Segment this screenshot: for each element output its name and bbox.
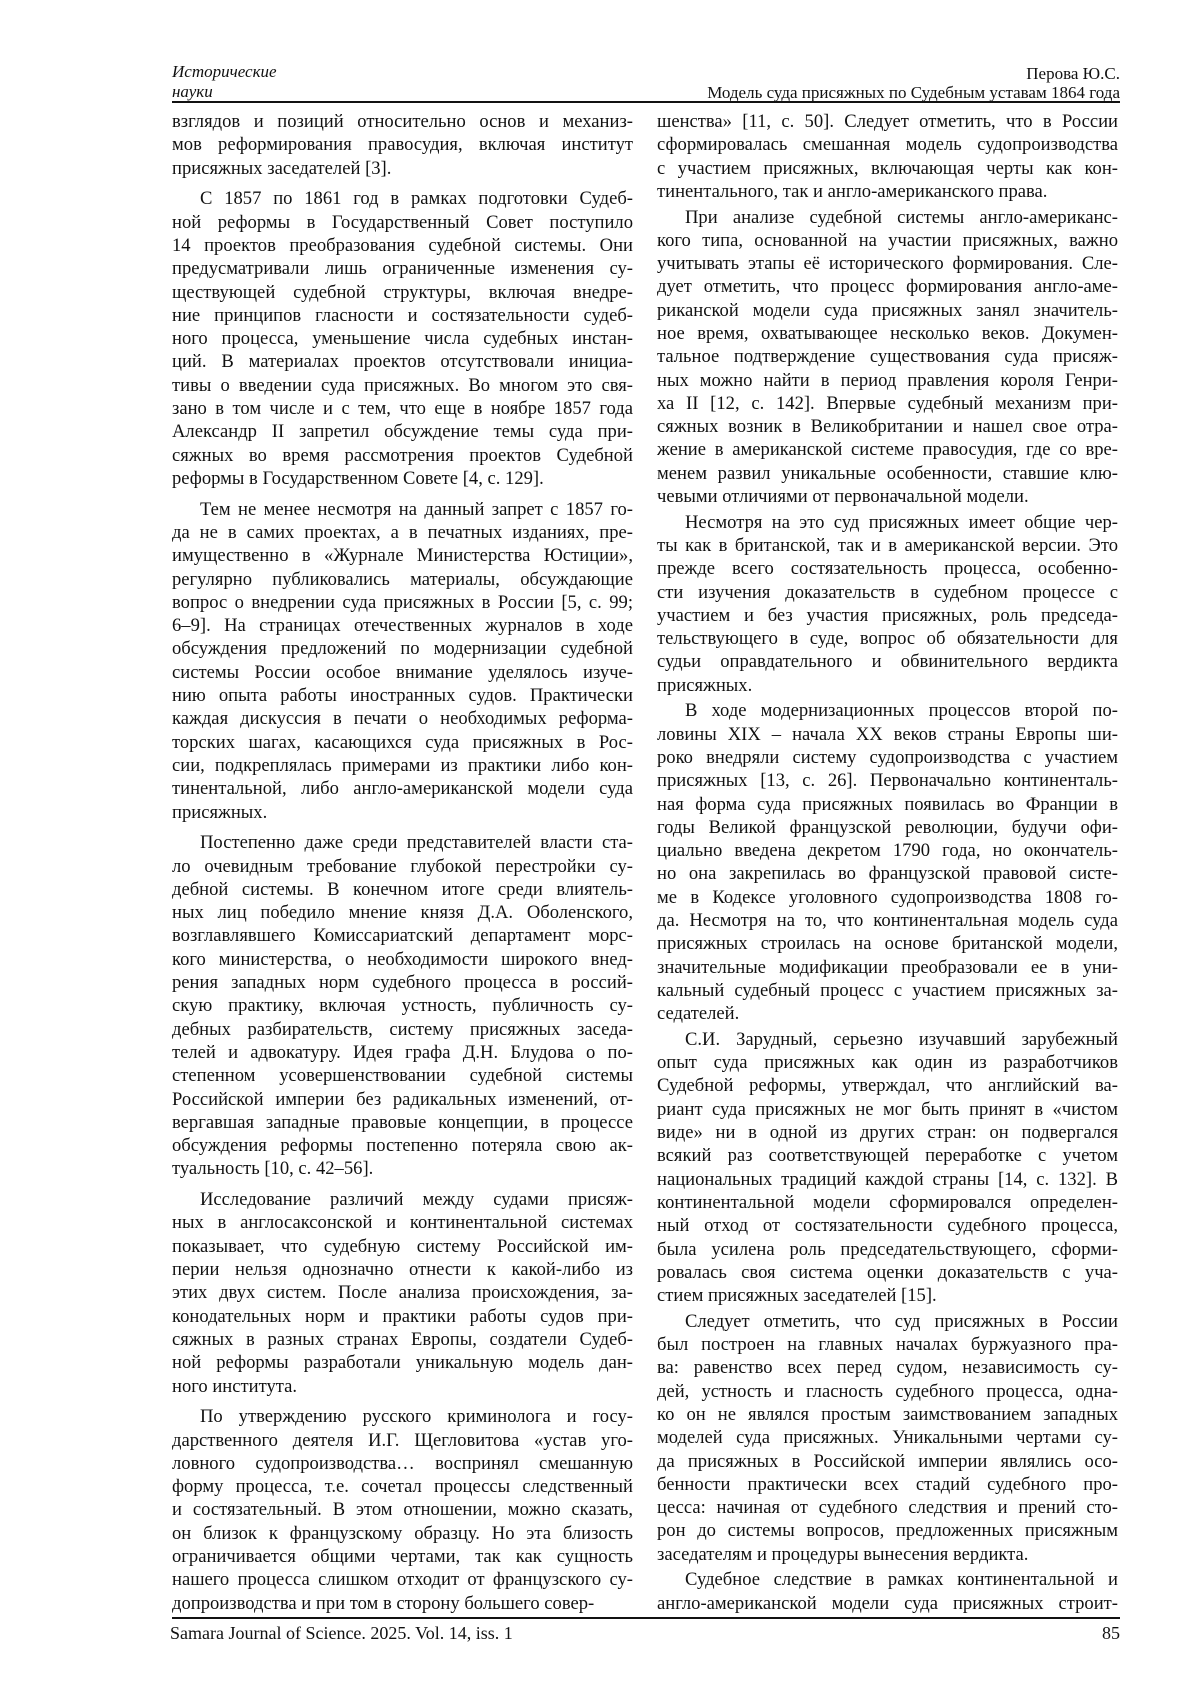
text-line: Несмотря на это суд присяжных имеет общие чер- [657,511,1118,534]
text-line: имущественно в «Журнале Министерства Юстиции», [172,544,633,567]
text-line: предусматривали лишь ограниченные изменения су- [172,257,633,280]
text-line: форму процесса, т.е. сочетал процессы следственный [172,1475,633,1498]
text-line: сяжных в разных странах Европы, создатели Судеб- [172,1328,633,1351]
text-column-left [172,110,633,1615]
text-line: национальных традиций каждой страны [14, с. 132]. В [657,1168,1118,1191]
text-line: ние принципов гласности и состязательности судеб- [172,304,633,327]
text-line: допроизводства и при том в сторону большего совер- [172,1592,633,1615]
journal-citation: Samara Journal of Science. 2025. Vol. 14, iss. 1 [170,1622,513,1644]
text-line: тинентальной, либо англо-американской модели суда [172,777,633,800]
paragraph [172,187,633,490]
text-line: сформировалась смешанная модель судопроизводства [657,133,1118,156]
text-line: менем развил уникальные особенности, ставшие клю- [657,462,1118,485]
text-line: присяжных. [172,801,633,824]
text-line: обсуждения предложений по модернизации судебной [172,637,633,660]
paragraph [172,1188,633,1398]
text-line: реформы в Государственном Совете [4, с. 129]. [172,467,633,490]
text-line: ных можно найти в период правления короля Генри- [657,369,1118,392]
text-line: системы России особое внимание уделялось изуче- [172,661,633,684]
running-header-article [707,64,1120,102]
text-line: 14 проектов преобразования судебной системы. Они [172,234,633,257]
text-line: регулярно публиковались материалы, обсуждающие [172,568,633,591]
text-line: шенства» [11, с. 50]. Следует отметить, что в России [657,110,1118,133]
text-line: участием и без участия присяжных, роль председа- [657,604,1118,627]
text-line: годы Великой французской революции, будучи офи- [657,816,1118,839]
paragraph [657,1568,1118,1615]
text-line: была усилена роль председательствующего, сформи- [657,1238,1118,1261]
text-line: ва: равенство всех перед судом, независимость су- [657,1356,1118,1379]
text-line: Александр II запретил обсуждение темы суда при- [172,420,633,443]
text-line: опыт суда присяжных как один из разработчиков [657,1051,1118,1074]
text-line: вопрос о внедрении суда присяжных в России [5, с. 99; [172,591,633,614]
text-line: ного института. [172,1375,633,1398]
text-line: При анализе судебной системы англо-американс- [657,206,1118,229]
text-line: тельствующего в суде, вопрос об обязательности для [657,627,1118,650]
text-line: рения западных норм судебного процесса в россий- [172,971,633,994]
text-line: взглядов и позиций относительно основ и механиз- [172,110,633,133]
text-line: нию опыта работы иностранных судов. Практически [172,684,633,707]
text-line: кальный судебный процесс с участием присяжных за- [657,979,1118,1002]
text-line: виде» ни в одной из других стран: он подвергался [657,1121,1118,1144]
text-line: сти изучения доказательств в судебном процессе с [657,581,1118,604]
text-line: прежде всего состязательность процесса, особенно- [657,557,1118,580]
text-line: Постепенно даже среди представителей власти ста- [172,831,633,854]
text-line: каждая дискуссия в печати о необходимых реформа- [172,707,633,730]
page-number: 85 [1102,1622,1120,1644]
paragraph [172,498,633,824]
text-line: ограничивается общими чертами, так как сущность [172,1545,633,1568]
text-line: сии, подкреплялась примерами из практики либо кон- [172,754,633,777]
text-line: обсуждения реформы постепенно потеряла свою ак- [172,1134,633,1157]
paragraph [172,110,633,180]
text-line: ло очевидным требование глубокой перестройки су- [172,855,633,878]
text-line: ций. В материалах проектов отсутствовали инициа- [172,350,633,373]
text-line: цесса: начиная от судебного следствия и прений сто- [657,1496,1118,1519]
text-line: континентальной модели сформировался определен- [657,1191,1118,1214]
text-line: кого типа, основанной на участии присяжных, важно [657,229,1118,252]
text-line: С.И. Зарудный, серьезно изучавший зарубежный [657,1028,1118,1051]
text-line: но она закрепилась во французской правовой систе- [657,862,1118,885]
text-line: ное время, охватывающее несколько веков. Докумен- [657,322,1118,345]
text-line: присяжных. [657,674,1118,697]
text-line: и состязательный. В этом отношении, можно сказать, [172,1498,633,1521]
paragraph [172,831,633,1180]
text-line: этих двух систем. После анализа происхождения, за- [172,1281,633,1304]
text-line: присяжных строилась на основе британской модели, [657,932,1118,955]
text-line: перии нельзя однозначно отнести к какой-либо из [172,1258,633,1281]
text-line: заседателям и процедуры вынесения вердикта. [657,1543,1118,1566]
text-line: ного процесса, уменьшение числа судебных инстан- [172,327,633,350]
paragraph [657,1310,1118,1566]
text-line: Судебное следствие в рамках континентальной и [657,1568,1118,1591]
text-line: степенном усовершенствовании судебной системы [172,1064,633,1087]
paragraph [657,699,1118,1025]
running-header-section [172,62,277,102]
text-line: Судебной реформы, утверждал, что английский ва- [657,1074,1118,1097]
text-line: конодательных норм и практики работы судов при- [172,1305,633,1328]
text-line: Исследование различий между судами присяж- [172,1188,633,1211]
text-line: мов реформирования правосудия, включая институт [172,133,633,156]
text-line: ко он не являлся простым заимствованием западных [657,1403,1118,1426]
text-line: нашего процесса слишком отходит от французского су- [172,1568,633,1591]
text-line: ных лиц победило мнение князя Д.А. Оболенского, [172,901,633,924]
text-line: роко внедряли систему судопроизводства с участием [657,746,1118,769]
footer-divider [172,1617,1120,1619]
text-line: он близок к французскому образцу. Но эта близость [172,1522,633,1545]
text-column-right [657,110,1118,1615]
author-name: Перова Ю.С. [707,64,1120,83]
text-line: жение в американской системе правосудия, где со вре- [657,438,1118,461]
text-line: ный отход от состязательности судебного процесса, [657,1214,1118,1237]
text-line: всякий раз соответствующей переработке с учетом [657,1144,1118,1167]
header-divider [172,101,1120,103]
text-line: ловного судопроизводства… воспринял смешанную [172,1452,633,1475]
section-name-line1: Исторические [172,62,277,82]
text-line: риканской модели суда присяжных занял значитель- [657,299,1118,322]
text-line: учитывать этапы её исторического формирования. Сле- [657,252,1118,275]
text-line: сяжных во время рассмотрения проектов Судебной [172,444,633,467]
text-line: был построен на главных началах буржуазного пра- [657,1333,1118,1356]
text-line: седателей. [657,1002,1118,1025]
text-line: 6–9]. На страницах отечественных журналов в ходе [172,614,633,637]
text-line: возглавлявшего Комиссариатский департамент морс- [172,924,633,947]
text-line: дует отметить, что процесс формирования англо-аме- [657,275,1118,298]
text-line: По утверждению русского криминолога и госу- [172,1405,633,1428]
text-line: да. Несмотря на то, что континентальная модель суда [657,909,1118,932]
paragraph [657,110,1118,203]
text-line: присяжных [13, с. 26]. Первоначально континенталь- [657,769,1118,792]
paragraph [657,511,1118,697]
text-line: риант суда присяжных не мог быть принят в «чистом [657,1098,1118,1121]
text-line: дарственного деятеля И.Г. Щегловитова «устав уго- [172,1429,633,1452]
text-line: ной реформы в Государственный Совет поступило [172,211,633,234]
paragraph [657,1028,1118,1308]
text-line: чевыми отличиями от первоначальной модели. [657,485,1118,508]
text-line: судьи оправдательного и обвинительного вердикта [657,650,1118,673]
text-line: циально введена декретом 1790 года, но окончатель- [657,839,1118,862]
text-line: скую практику, включая устность, публичность су- [172,994,633,1017]
text-line: стием присяжных заседателей [15]. [657,1284,1118,1307]
text-line: англо-американской модели суда присяжных строит- [657,1592,1118,1615]
text-line: В ходе модернизационных процессов второй по- [657,699,1118,722]
text-line: ной реформы разработали уникальную модель дан- [172,1351,633,1374]
text-line: торских шагах, касающихся суда присяжных в Рос- [172,731,633,754]
paragraph [657,206,1118,509]
text-line: ты как в британской, так и в американской версии. Это [657,534,1118,557]
text-line: показывает, что судебную систему Российской им- [172,1235,633,1258]
text-line: кого министерства, о необходимости широкого внед- [172,948,633,971]
text-line: зано в том числе и с тем, что еще в ноябре 1857 года [172,397,633,420]
text-line: ных в англосаксонской и континентальной системах [172,1211,633,1234]
text-line: ловины XIX – начала XX веков страны Европы ши- [657,723,1118,746]
text-line: да не в самих проектах, а в печатных изданиях, пре- [172,521,633,544]
text-line: дей, устность и гласность судебного процесса, одна- [657,1380,1118,1403]
text-line: Российской империи без радикальных изменений, от- [172,1088,633,1111]
text-line: тальное подтверждение существования суда присяж- [657,345,1118,368]
text-line: ха II [12, с. 142]. Впервые судебный механизм при- [657,392,1118,415]
text-line: туальность [10, с. 42–56]. [172,1157,633,1180]
text-line: да присяжных в Российской империи являлись осо- [657,1450,1118,1473]
text-line: ная форма суда присяжных появилась во Франции в [657,793,1118,816]
text-line: значительные модификации преобразовали ее в уни- [657,956,1118,979]
text-line: телей и адвокатуру. Идея графа Д.Н. Блудова о по- [172,1041,633,1064]
section-name-line2: науки [172,82,277,102]
text-line: ме в Кодексе уголовного судопроизводства 1808 го- [657,886,1118,909]
text-line: Следует отметить, что суд присяжных в России [657,1310,1118,1333]
text-line: вергавшая западные правовые концепции, в процессе [172,1111,633,1134]
text-line: дебной системы. В конечном итоге среди влиятель- [172,878,633,901]
text-line: с участием присяжных, включающая черты как кон- [657,157,1118,180]
text-line: бенности практически всех стадий судебного про- [657,1473,1118,1496]
text-line: моделей суда присяжных. Уникальными чертами су- [657,1426,1118,1449]
text-line: рон до системы вопросов, предложенных присяжным [657,1519,1118,1542]
text-line: тивы о введении суда присяжных. Во многом это свя- [172,374,633,397]
text-line: присяжных заседателей [3]. [172,157,633,180]
text-line: дебных разбирательств, систему присяжных заседа- [172,1018,633,1041]
article-title: Модель суда присяжных по Судебным уставам 1864 года [707,83,1120,102]
text-line: Тем не менее несмотря на данный запрет с 1857 го- [172,498,633,521]
text-line: сяжных возник в Великобритании и нашел свое отра- [657,415,1118,438]
paragraph [172,1405,633,1615]
text-line: ществующей судебной структуры, включая внедре- [172,281,633,304]
text-line: ровалась своя система оценки доказательств с уча- [657,1261,1118,1284]
text-line: тинентального, так и англо-американского права. [657,180,1118,203]
text-line: С 1857 по 1861 год в рамках подготовки Судеб- [172,187,633,210]
